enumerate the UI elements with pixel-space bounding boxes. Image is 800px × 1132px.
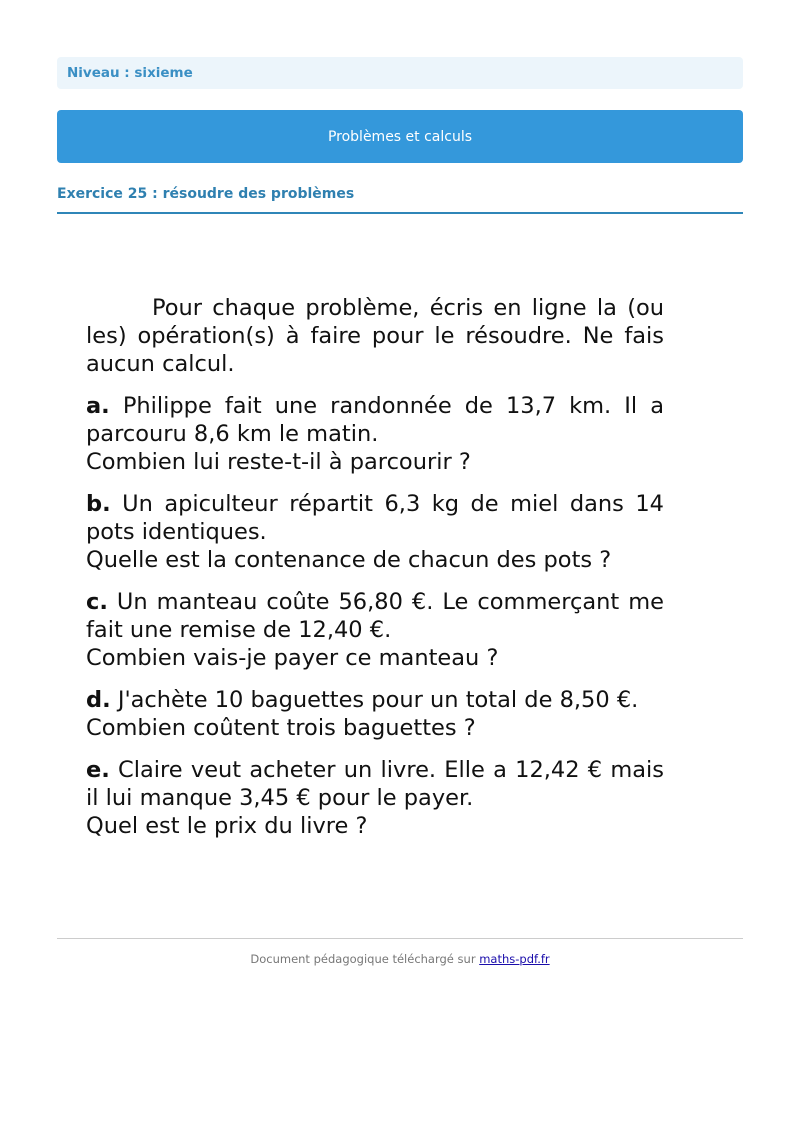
problem-letter: b. [86, 491, 111, 517]
banner-title: Problèmes et calculs [327, 128, 473, 145]
level-text: Niveau : sixieme [67, 65, 193, 81]
topic-banner [57, 110, 743, 163]
problem-statement [86, 756, 664, 812]
exercise-content [86, 294, 664, 854]
problem-text: Philippe fait une randonnée de 13,7 km. Il a parcouru 8,6 km le matin. [86, 393, 665, 447]
problem-letter: c. [86, 589, 108, 615]
footer-text: Document pédagogique téléchargé sur [250, 952, 476, 966]
problem-question: Quel est le prix du livre ? [86, 813, 368, 839]
footer-divider [57, 938, 743, 939]
level-label [57, 57, 743, 89]
problem-d [86, 686, 664, 742]
problem-e [86, 756, 664, 840]
exercise-title-text: Exercice 25 : résoudre des problèmes [57, 186, 355, 202]
problem-letter: e. [86, 757, 110, 783]
problem-text: J'achète 10 baguettes pour un total de 8,50 €. [117, 687, 639, 713]
problem-letter: d. [86, 687, 111, 713]
problem-question: Quelle est la contenance de chacun des pots ? [86, 547, 612, 573]
problem-a [86, 392, 664, 476]
problem-text: Un apiculteur répartit 6,3 kg de miel dans 14 pots identiques. [86, 491, 665, 545]
problem-statement [86, 686, 664, 714]
problem-statement [86, 490, 664, 546]
problem-statement [86, 392, 664, 448]
exercise-title [57, 186, 743, 214]
problem-question: Combien coûtent trois baguettes ? [86, 715, 476, 741]
problem-text: Claire veut acheter un livre. Elle a 12,42 € mais il lui manque 3,45 € pour le payer. [86, 757, 664, 811]
problem-statement [86, 588, 664, 644]
problem-letter: a. [86, 393, 110, 419]
exercise-intro: Pour chaque problème, écris en ligne la (ou les) opération(s) à faire pour le résoudre. Ne fais aucun calcul. [86, 295, 664, 377]
problem-question: Combien lui reste-t-il à parcourir ? [86, 449, 471, 475]
problem-b [86, 490, 664, 574]
footer [57, 952, 743, 966]
problem-question: Combien vais-je payer ce manteau ? [86, 645, 499, 671]
footer-link[interactable]: maths-pdf.fr [479, 952, 550, 966]
problem-text: Un manteau coûte 56,80 €. Le commerçant me fait une remise de 12,40 €. [86, 589, 665, 643]
problem-c [86, 588, 664, 672]
